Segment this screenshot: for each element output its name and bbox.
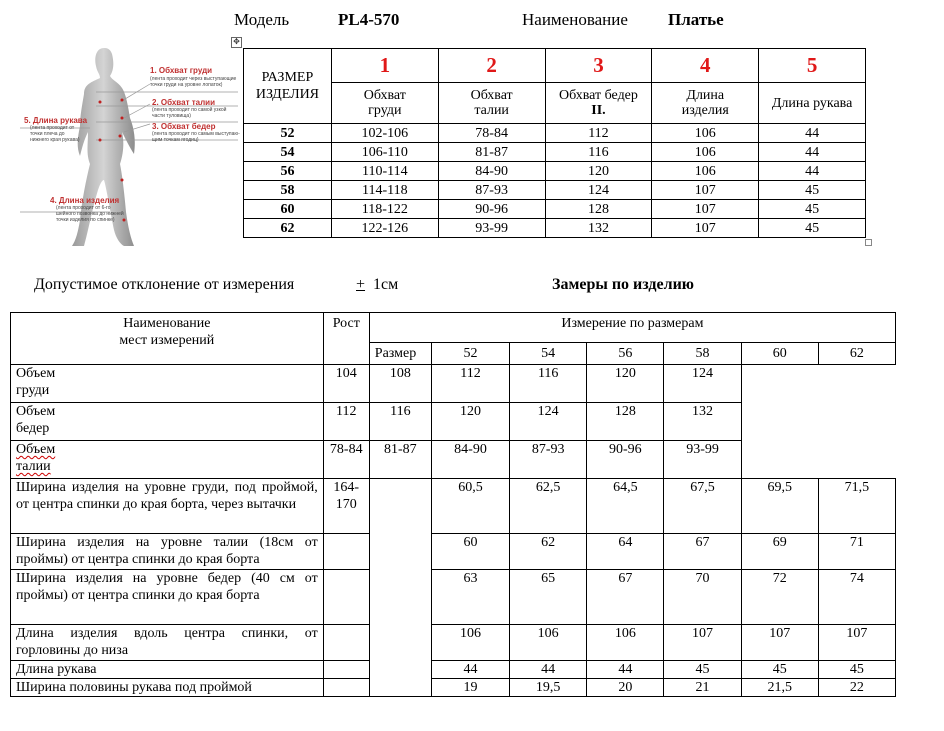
size-value-cell: 44	[759, 143, 866, 162]
measure-row	[11, 479, 896, 534]
size-header-cell: 58	[664, 343, 741, 365]
height-header: Рост	[323, 313, 369, 365]
size-value-cell: 106-110	[331, 143, 438, 162]
body-measure-row	[11, 441, 896, 479]
body-measure-value: 81-87	[369, 441, 431, 479]
measure-value: 107	[741, 625, 818, 661]
size-value-cell: 107	[652, 219, 759, 238]
measure-value: 70	[664, 570, 741, 625]
measure-row	[11, 570, 896, 625]
measure-row	[11, 625, 896, 661]
figure-label-sleeve: 5. Длина рукава	[24, 116, 88, 125]
body-measure-label: Объем груди	[11, 365, 324, 403]
tolerance-label: Допустимое отклонение от измерения	[34, 276, 295, 293]
measure-value: 45	[818, 661, 895, 679]
size-value-cell: 44	[759, 124, 866, 143]
body-measure-value: 104	[323, 365, 369, 403]
measure-value: 21,5	[741, 679, 818, 697]
name-value: Платье	[668, 10, 724, 29]
body-measure-value: 124	[664, 365, 741, 403]
figure-label-length: 4. Длина изделия	[50, 196, 120, 205]
measure-value: 65	[510, 570, 587, 625]
height-cell: 164- 170	[323, 479, 369, 534]
size-header-cell: 60	[741, 343, 818, 365]
body-measure-value: 112	[323, 403, 369, 441]
size-value-cell: 102-106	[331, 124, 438, 143]
size-row	[244, 162, 866, 181]
size-col-header: Обхват талии	[438, 83, 545, 124]
size-value-cell: 45	[759, 200, 866, 219]
size-cell: 54	[244, 143, 332, 162]
size-value-cell: 93-99	[438, 219, 545, 238]
measure-place-label: Ширина изделия на уровне груди, под проймой, от центра спинки до края борта, через вытачки	[11, 479, 324, 534]
body-measure-row	[11, 365, 896, 403]
height-cell	[323, 534, 369, 570]
tolerance-value: 1см	[373, 276, 399, 293]
size-col-header: Обхват груди	[331, 83, 438, 124]
measure-value: 67	[587, 570, 664, 625]
body-measure-row	[11, 403, 896, 441]
measure-value: 106	[587, 625, 664, 661]
figure-note-length: (лента проходит от 6-го шейного позвонка до нижней точки изделия по спинке)	[56, 205, 124, 223]
size-value-cell: 45	[759, 181, 866, 200]
size-value-cell: 107	[652, 200, 759, 219]
measure-value: 45	[741, 661, 818, 679]
size-value-cell: 106	[652, 162, 759, 181]
body-measure-label: Объем талии	[11, 441, 324, 479]
model-label: Модель	[234, 10, 290, 29]
measure-value: 106	[431, 625, 509, 661]
measure-value: 106	[510, 625, 587, 661]
measure-table	[10, 312, 896, 697]
body-measure-value: 93-99	[664, 441, 741, 479]
size-value-cell: 132	[545, 219, 652, 238]
height-cell	[323, 679, 369, 697]
measure-value: 44	[587, 661, 664, 679]
body-measure-value: 120	[587, 365, 664, 403]
figure-note-sleeve: (лента проходит от точки плеча до нижнего края рукава)	[30, 125, 80, 143]
body-measure-label: Объем бедер	[11, 403, 324, 441]
size-header-cell: 56	[587, 343, 664, 365]
size-value-cell: 78-84	[438, 124, 545, 143]
size-value-cell: 45	[759, 219, 866, 238]
height-cell	[323, 625, 369, 661]
measure-value: 67	[664, 534, 741, 570]
body-measure-value: 116	[369, 403, 431, 441]
measure-value: 107	[818, 625, 895, 661]
size-header-cell: 54	[510, 343, 587, 365]
measure-value: 62	[510, 534, 587, 570]
size-cell: 52	[244, 124, 332, 143]
size-header-cell: 62	[818, 343, 895, 365]
size-value-cell: 120	[545, 162, 652, 181]
measure-value: 64	[587, 534, 664, 570]
measure-value: 21	[664, 679, 741, 697]
measure-value: 69	[741, 534, 818, 570]
measure-value: 60	[431, 534, 509, 570]
measure-value: 69,5	[741, 479, 818, 534]
figure-label-hips: 3. Обхват бедер	[152, 122, 216, 131]
body-measure-value: 108	[369, 365, 431, 403]
measure-value: 22	[818, 679, 895, 697]
size-value-cell: 106	[652, 143, 759, 162]
body-measure-value: 87-93	[510, 441, 587, 479]
size-col-header: Обхват бедер II.	[545, 83, 652, 124]
size-row	[244, 124, 866, 143]
table-move-handle-icon[interactable]: ✥	[231, 37, 242, 48]
size-value-cell: 106	[652, 124, 759, 143]
size-col-number: 3	[545, 49, 652, 83]
measure-title: Замеры по изделию	[552, 276, 695, 293]
size-value-cell: 124	[545, 181, 652, 200]
measure-place-label: Ширина изделия на уровне талии (18см от проймы) от центра спинки до края борта	[11, 534, 324, 570]
size-value-cell: 87-93	[438, 181, 545, 200]
by-size-header: Измерение по размерам	[369, 313, 895, 343]
figure-label-waist: 2. Обхват талии	[152, 98, 215, 107]
size-value-cell: 107	[652, 181, 759, 200]
measure-place-label: Ширина половины рукава под проймой	[11, 679, 324, 697]
size-value-cell: 116	[545, 143, 652, 162]
blank-column-cell	[369, 479, 431, 697]
measure-value: 63	[431, 570, 509, 625]
size-col-header: Длина рукава	[759, 83, 866, 124]
height-cell	[323, 661, 369, 679]
measurement-figure	[0, 40, 244, 250]
measure-value: 72	[741, 570, 818, 625]
measure-place-label: Длина рукава	[11, 661, 324, 679]
size-row	[244, 143, 866, 162]
size-cell: 62	[244, 219, 332, 238]
measure-value: 19,5	[510, 679, 587, 697]
size-label: Размер	[369, 343, 431, 365]
size-cell: 56	[244, 162, 332, 181]
body-measure-value: 132	[664, 403, 741, 441]
size-col-number: 2	[438, 49, 545, 83]
size-value-cell: 44	[759, 162, 866, 181]
size-value-cell: 84-90	[438, 162, 545, 181]
measure-value: 107	[664, 625, 741, 661]
measure-row	[11, 661, 896, 679]
size-col-header: Длина изделия	[652, 83, 759, 124]
size-row	[244, 219, 866, 238]
size-corner-header: РАЗМЕР ИЗДЕЛИЯ	[244, 49, 332, 124]
size-col-number: 5	[759, 49, 866, 83]
figure-note-chest: (лента проходит через выступающие точки груди на уровне лопаток)	[150, 76, 237, 88]
measure-row	[11, 534, 896, 570]
size-value-cell: 118-122	[331, 200, 438, 219]
body-measure-value: 78-84	[323, 441, 369, 479]
measure-place-label: Длина изделия вдоль центра спинки, от горловины до низа	[11, 625, 324, 661]
place-header: Наименование мест измерений	[11, 313, 324, 365]
name-label: Наименование	[522, 10, 628, 29]
size-header-cell: 52	[431, 343, 509, 365]
measure-value: 62,5	[510, 479, 587, 534]
size-value-cell: 110-114	[331, 162, 438, 181]
measure-value: 71,5	[818, 479, 895, 534]
measure-value: 44	[431, 661, 509, 679]
body-measure-value: 124	[510, 403, 587, 441]
body-measure-value: 112	[431, 365, 509, 403]
size-col-number: 1	[331, 49, 438, 83]
size-col-number: 4	[652, 49, 759, 83]
measure-row	[11, 679, 896, 697]
size-row	[244, 181, 866, 200]
measure-value: 44	[510, 661, 587, 679]
size-value-cell: 114-118	[331, 181, 438, 200]
measure-value: 71	[818, 534, 895, 570]
measure-value: 74	[818, 570, 895, 625]
size-cell: 58	[244, 181, 332, 200]
height-cell	[323, 570, 369, 625]
body-measure-value: 84-90	[431, 441, 509, 479]
figure-label-chest: 1. Обхват груди	[150, 66, 213, 75]
size-value-cell: 90-96	[438, 200, 545, 219]
figure-note-waist: (лента проходит по самой узкой части туловища)	[152, 107, 227, 119]
size-value-cell: 112	[545, 124, 652, 143]
measure-value: 64,5	[587, 479, 664, 534]
size-row	[244, 200, 866, 219]
measure-value: 67,5	[664, 479, 741, 534]
body-measure-value: 90-96	[587, 441, 664, 479]
table-resize-handle-icon[interactable]	[865, 239, 872, 246]
measure-value: 45	[664, 661, 741, 679]
measure-value: 19	[431, 679, 509, 697]
measure-value: 20	[587, 679, 664, 697]
body-measure-value: 116	[510, 365, 587, 403]
body-measure-value: 120	[431, 403, 509, 441]
size-value-cell: 81-87	[438, 143, 545, 162]
measure-value: 60,5	[431, 479, 509, 534]
size-value-cell: 122-126	[331, 219, 438, 238]
tolerance-plus-minus: +	[356, 276, 366, 293]
measure-place-label: Ширина изделия на уровне бедер (40 см от проймы) от центра спинки до края борта	[11, 570, 324, 625]
model-value: PL4-570	[338, 10, 400, 29]
figure-note-hips: (лента проходит по самым выступаю- щим точкам ягодиц)	[152, 131, 240, 143]
size-value-cell: 128	[545, 200, 652, 219]
body-measure-value: 128	[587, 403, 664, 441]
size-table	[243, 48, 866, 238]
size-cell: 60	[244, 200, 332, 219]
